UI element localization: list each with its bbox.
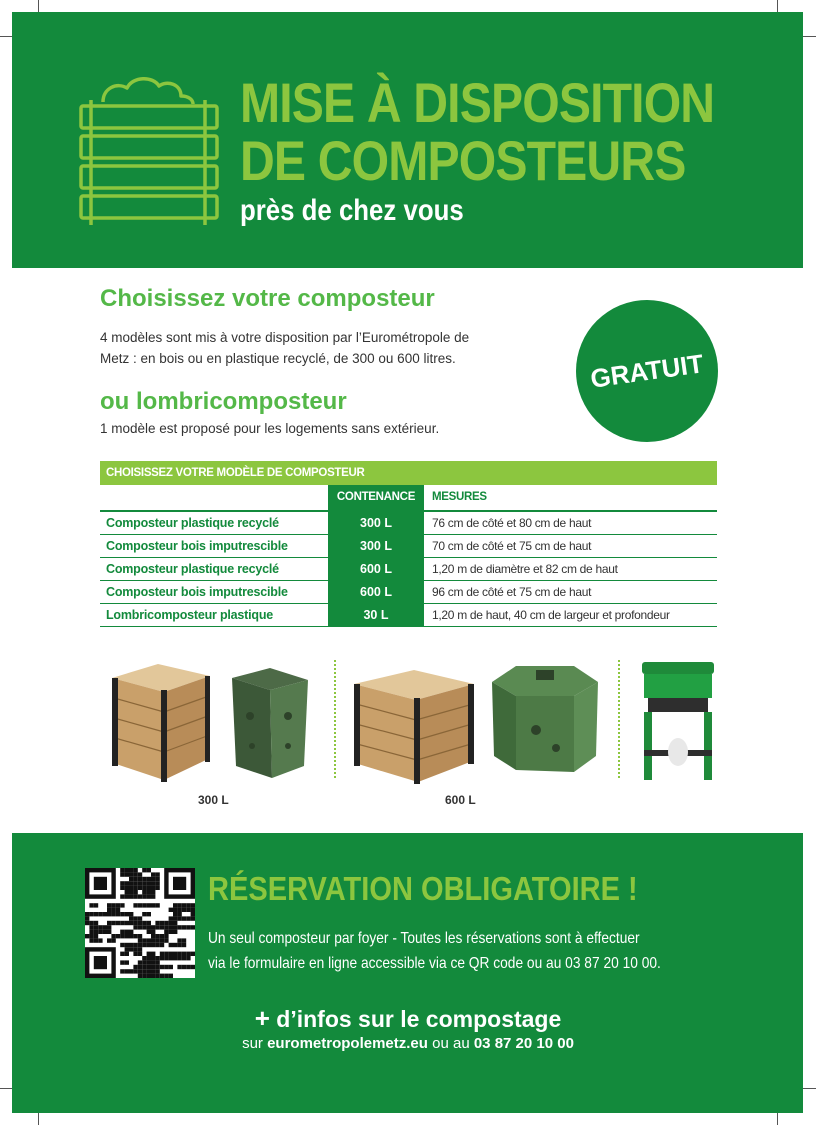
info-contact-line	[0, 1035, 816, 1052]
model-capacity: 600 L	[328, 558, 424, 580]
separator	[334, 660, 336, 778]
model-measures: 76 cm de côté et 80 cm de haut	[432, 516, 592, 530]
qr-code[interactable]	[85, 868, 195, 978]
model-name: Composteur bois imputrescible	[106, 539, 288, 553]
column-header-measures: MESURES	[432, 491, 487, 503]
intro-paragraph: 4 modèles sont mis à votre disposition par l’Eurométropole de Metz : en bois ou en plastique recyclé, de 300 ou 600 litres.	[100, 330, 470, 366]
free-badge-label: GRATUIT	[588, 348, 706, 394]
table-row	[100, 604, 717, 627]
table-row	[100, 535, 717, 558]
wooden-composter-600-image	[350, 668, 478, 784]
plus-icon: +	[254, 1003, 270, 1033]
model-name: Composteur plastique recyclé	[106, 516, 279, 530]
model-capacity: 300 L	[328, 512, 424, 534]
website-link[interactable]: eurometropolemetz.eu	[267, 1035, 428, 1052]
model-measures: 1,20 m de diamètre et 82 cm de haut	[432, 562, 618, 576]
compost-bin-icon	[75, 70, 220, 230]
separator	[618, 660, 620, 778]
page-title: MISE À DISPOSITION DE COMPOSTEURS	[240, 71, 715, 192]
models-table	[100, 461, 717, 627]
model-capacity: 600 L	[328, 581, 424, 603]
vermicomposter-paragraph: 1 modèle est proposé pour les logements sans extérieur.	[100, 421, 440, 436]
model-measures: 70 cm de côté et 75 cm de haut	[432, 539, 592, 553]
model-name: Lombricomposteur plastique	[106, 608, 274, 622]
qr-code-image	[85, 868, 195, 978]
info-heading-text: d’infos sur le compostage	[276, 1006, 562, 1032]
info-middle: ou au	[432, 1035, 470, 1052]
heading-choose-composter: Choisissez votre composteur	[100, 285, 435, 312]
info-prefix: sur	[242, 1035, 263, 1052]
heading-vermicomposter: ou lombricomposteur	[100, 388, 347, 415]
model-measures: 96 cm de côté et 75 cm de haut	[432, 585, 592, 599]
table-row	[100, 581, 717, 604]
table-header-row	[100, 485, 717, 512]
reservation-title: RÉSERVATION OBLIGATOIRE !	[208, 870, 638, 907]
table-title: CHOISISSEZ VOTRE MODÈLE DE COMPOSTEUR	[100, 461, 717, 485]
volume-label-600: 600 L	[445, 793, 476, 807]
model-measures: 1,20 m de haut, 40 cm de largeur et profondeur	[432, 608, 670, 622]
vermicomposter-image	[638, 658, 718, 784]
plastic-composter-600-image	[486, 660, 604, 778]
free-badge	[576, 300, 718, 442]
column-header-capacity: CONTENANCE	[328, 485, 424, 510]
wooden-composter-300-image	[108, 662, 214, 782]
info-heading	[0, 1003, 816, 1034]
model-name: Composteur plastique recyclé	[106, 562, 279, 576]
volume-label-300: 300 L	[198, 793, 229, 807]
page-subtitle: près de chez vous	[240, 194, 464, 227]
model-capacity: 30 L	[328, 604, 424, 626]
model-capacity: 300 L	[328, 535, 424, 557]
reservation-text: Un seul composteur par foyer - Toutes les réservations sont à effectuer via le formulaire en ligne accessible via ce QR code ou au 03 87 20 10 00.	[208, 930, 661, 972]
plastic-composter-300-image	[226, 666, 312, 782]
table-row	[100, 558, 717, 581]
phone-number[interactable]: 03 87 20 10 00	[473, 1035, 574, 1052]
model-name: Composteur bois imputrescible	[106, 585, 288, 599]
table-row	[100, 512, 717, 535]
